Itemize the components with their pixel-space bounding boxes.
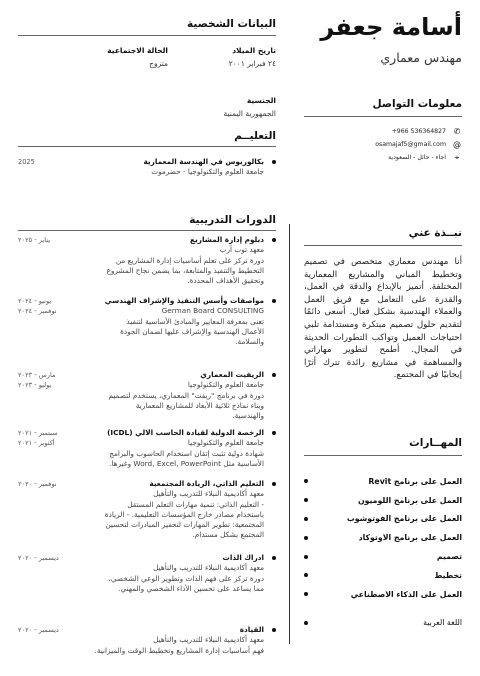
course-date: مارس - ٢٠٢٣ [18,371,56,379]
course-entry: ادراك الذات معهد أكاديمية النبلاء للتدريب والتأهيل دورة تركز على فهم الذات وتطوير الوعي الشخصي، مما يساعد على تحسين الأداء الشخصي والمهني. ديسمبر - ٢٠٢٠ [18,553,276,594]
skill-item: العمل على برنامج الفوتوشوب [304,510,462,529]
skills-section [304,437,462,632]
course-date: سبتمبر - ٢٠٢١ [18,429,58,437]
course-entry: القيادة معهد أكاديمية النبلاء للتدريب والتأهيل فهم أساسيات إدارة المشاريع وتخطيط الوقت والميزانية. ديسمبر - ٢٠٢٠ [18,625,276,656]
contact-title: معلومات التواصل [372,98,462,110]
location-value: اجاء - حائل - السعودية [388,154,446,161]
school: جامعة العلوم والتكنولوجيا - حضرموت [151,167,264,177]
education-section [18,130,276,178]
course-date: يونيو - ٢٠٢٤ [18,297,52,305]
bullet-icon [304,555,308,559]
section-divider [18,230,276,231]
about-text: أنا مهندس معماري متخصص في تصميم وتخطيط المباني والمشاريع المعمارية المختلفة. أتميز بالإبداع والدقة في العمل، والقدرة على التعامل مع فريق العمل والعملاء الهندسية بشكل فعال. أسعى دائمًا لتقديم حلول تصميم مبتكرة ومستدامة تلبي احتياجات العميل وتواكب التطورات الحديثة في المجال. أطمح لتطوير مهاراتي والمساهمة في مشاريع رائدة تترك أثرًا إيجابيًا في المجتمع. [304,257,462,381]
job-title: مهندس معماري [380,50,462,65]
course-date: ديسمبر - ٢٠٢٠ [18,554,59,562]
location-icon: ⌖ [454,152,460,162]
skill-item: العمل على برنامج الاوتوكاد [304,528,462,547]
section-divider [304,455,462,456]
course-date: يناير - ٢٠٢٥ [18,236,51,244]
bullet-icon [304,498,308,502]
bullet-icon [304,479,308,483]
course-date-end: أكتوبر - ٢٠٢١ [18,439,55,447]
course-entry: الريفيت المعماري جامعة العلوم والتكنولوجيا دورة في برنامج "ريفت" المعماري، يستخدم لتصميم وبناء نماذج ثلاثية الأبعاد للمشاريع المعمارية والهندسية. مارس - ٢٠٢٣ يوليو - ٢٠٢٣ [18,370,276,421]
phone-value[interactable]: +966 536364827 [391,128,446,135]
phone-icon: ✆ [453,126,461,136]
course-entry: دبلوم إدارة المشاريع معهد توب آرب دورة تركز على تعلم أساسيات إدارة المشاريع من التخطيط والتنفيذ والمتابعة، بما يضمن نجاح المشروع وتحقيق الأهداف المحددة. يناير - ٢٠٢٥ [18,235,276,286]
course-date: ديسمبر - ٢٠٢٠ [18,626,59,634]
left-column [18,18,276,655]
bullet-icon [304,592,308,596]
skills-title: المهــارات [409,437,462,449]
language-item: اللغة العربية [304,614,462,633]
section-divider [18,35,276,36]
section-divider [18,146,276,147]
candidate-name: أسامة جعفر [320,13,462,41]
column-divider [289,224,290,644]
right-column [304,12,462,628]
location-row [304,151,462,164]
courses-title: الدورات التدريبية [189,214,276,226]
degree: بكالوريوس في الهندسة المعمارية [18,157,276,167]
skills-list [304,472,462,632]
about-section [304,227,462,382]
course-date-end: يوليو - ٢٠٢٣ [18,381,52,389]
skill-item: العمل على برنامج Revit [304,472,462,491]
phone-row [304,125,462,138]
course-date: نوفمبر - ٢٠٢٠ [18,480,57,488]
section-divider [304,116,462,117]
course-entry: الرخصة الدولية لقيادة الحاسب الالي (ICDL) جامعة العلوم والتكنولوجيا شهادة دولية تثبت إتقان استخدام الحاسوب والبرامج الأساسية مثل Word, Excel, PowerPoint وغيرها. سبتمبر - ٢٠٢١ أكتوبر - ٢٠٢١ [18,428,276,469]
bullet-icon [304,621,308,625]
skill-item: تصميم [304,547,462,566]
course-entry: التعليم الذاتي، الريادة المجتمعية معهد أكاديمية النبلاء للتدريب والتأهيل - التعليم الذاتي: تنمية مهارات التعلم المستقل باستخدام مصادر خارج المؤسسات التعليمية. - الريادة المجتمعية: تطوير المهارات لتحفيز المبادرات لتحسين المجتمع بشكل مستدام. نوفمبر - ٢٠٢٠ [18,479,276,541]
education-entry [18,157,276,178]
section-divider [304,245,462,246]
graduation-year: 2025 [18,158,35,166]
bullet-icon [304,517,308,521]
skill-item: تخطيط [304,566,462,585]
course-entry: مواصفات وأسس التنفيذ والإشراف الهندسي German Board CONSULTING تعنى بمعرفة المعايير والمبادئ الأساسية لتنفيذ الأعمال الهندسية والإشراف عليها لضمان الجودة والسلامة. يونيو - ٢٠٢٤ نوفمبر - ٢٠٢٤ [18,296,276,347]
email-value[interactable]: osamajaf5@gmail.com [375,141,446,148]
about-title: نبــذة عني [408,227,462,239]
email-icon: @ [453,139,461,149]
skill-item: العمل على برنامج اللوميون [304,491,462,510]
marital-status: الحالة الاجتماعية متزوج [107,46,168,68]
email-row [304,138,462,151]
nationality: الجنسية الجمهورية اليمنية [223,96,276,118]
bullet-icon [304,573,308,577]
birth-date: تاريخ الميلاد ٢٤ فبراير ٢٠٠١ [228,46,276,68]
course-date-end: نوفمبر - ٢٠٢٤ [18,307,57,315]
education-title: التعليــم [234,130,276,142]
skill-item: العمل على الذكاء الاصطناعي [304,585,462,604]
bullet-icon [304,536,308,540]
personal-title: البيانات الشخصية [187,18,276,30]
courses-section [18,214,276,231]
contact-section [304,98,462,164]
